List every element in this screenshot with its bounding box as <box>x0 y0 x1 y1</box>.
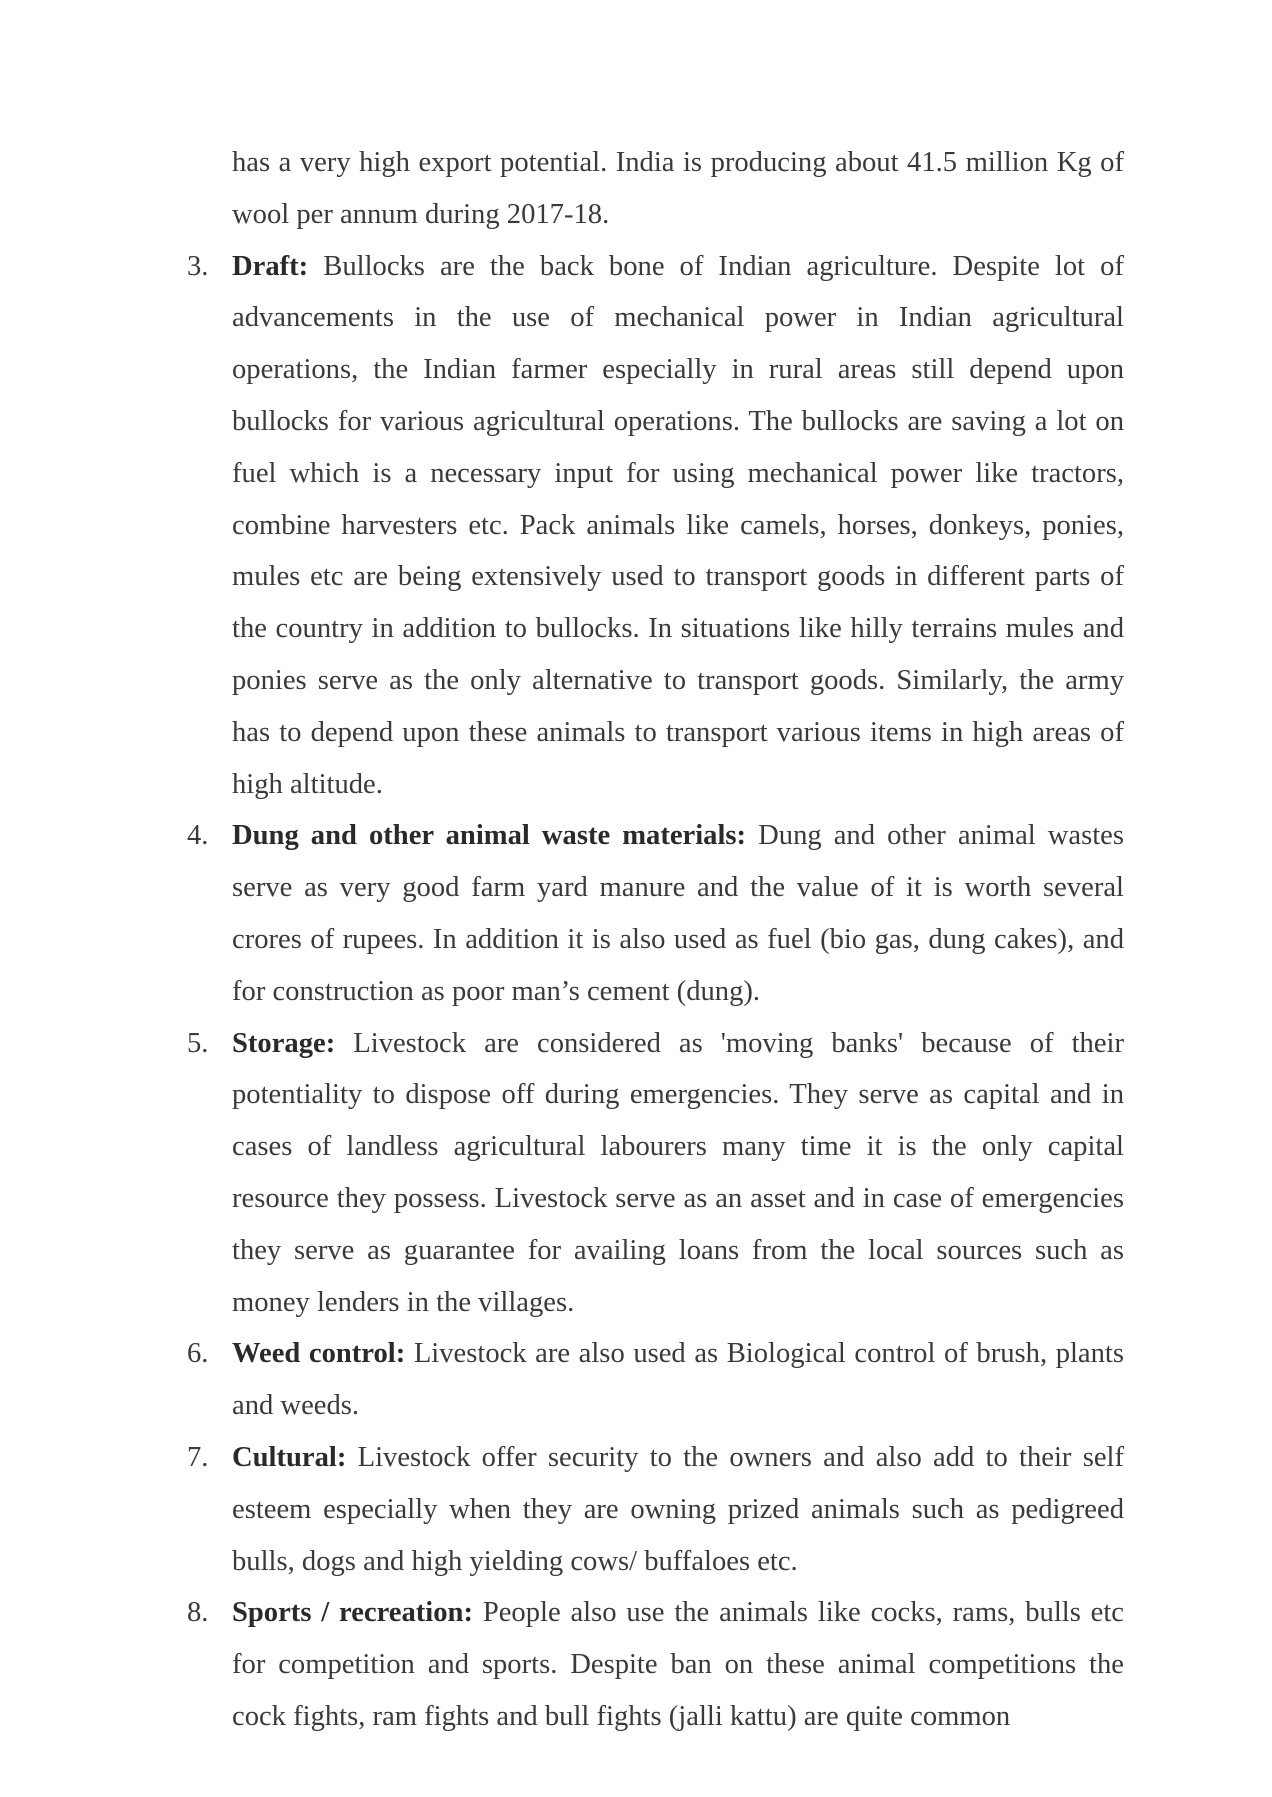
item-text: Bullocks are the back bone of Indian agriculture. Despite lot of advancements in the use of mechanical power in Indian agricultural operations, the Indian farmer especially in rural areas still depend upon bullocks for various agricultural operations. The bullocks are saving a lot on fuel which is a necessary input for using mechanical power like tractors, combine harvesters etc. Pack animals like camels, horses, donkeys, ponies, mules etc are being extensively used to transport goods in different parts of the country in addition to bullocks. In situations like hilly terrains mules and ponies serve as the only alternative to transport goods. Similarly, the army has to depend upon these animals to transport various items in high areas of high altitude. <box>232 250 1124 800</box>
list-item-dung <box>187 810 1124 1017</box>
list-item-storage <box>187 1018 1124 1329</box>
item-text: People also use the animals like cocks, rams, bulls etc for competition and sports. Despite ban on these animal competitions the cock fights, ram fights and bull fights (jalli kattu) are quite common <box>232 1597 1124 1732</box>
list-item-draft <box>187 241 1124 811</box>
item-heading: Dung and other animal waste materials: <box>232 820 747 852</box>
item-heading: Weed control: <box>232 1338 406 1370</box>
list-item-weed-control <box>187 1328 1124 1432</box>
page-body <box>187 137 1124 1743</box>
list-number: 7. <box>187 1441 209 1473</box>
list-item-sports <box>187 1587 1124 1742</box>
item-text: Livestock are considered as 'moving banks' because of their potentiality to dispose off during emergencies. They serve as capital and in cases of landless agricultural labourers many time it is the only capital resource they possess. Livestock serve as an asset and in case of emergencies they serve as guarantee for availing loans from the local sources such as money lenders in the villages. <box>232 1027 1124 1318</box>
item-heading: Sports / recreation: <box>232 1597 473 1629</box>
list-number: 8. <box>187 1597 209 1629</box>
list-number: 5. <box>187 1027 209 1059</box>
list-number: 3. <box>187 250 209 282</box>
item-text: Livestock offer security to the owners and also add to their self esteem especially when they are owning prized animals such as pedigreed bulls, dogs and high yielding cows/ buffaloes etc. <box>232 1441 1124 1577</box>
item-heading: Draft: <box>232 250 309 282</box>
numbered-list <box>187 241 1124 1743</box>
item-text: Dung and other animal wastes serve as very good farm yard manure and the value of it is worth several crores of rupees. In addition it is also used as fuel (bio gas, dung cakes), and for construction as poor man’s cement (dung). <box>232 820 1124 1007</box>
continued-paragraph: has a very high export potential. India is producing about 41.5 million Kg of wool per annum during 2017-18. <box>232 147 1124 230</box>
list-item-cultural <box>187 1432 1124 1587</box>
list-number: 4. <box>187 820 209 852</box>
item-heading: Cultural: <box>232 1441 347 1473</box>
list-number: 6. <box>187 1338 209 1370</box>
item-heading: Storage: <box>232 1027 336 1059</box>
item-text: Livestock are also used as Biological control of brush, plants and weeds. <box>232 1338 1124 1422</box>
